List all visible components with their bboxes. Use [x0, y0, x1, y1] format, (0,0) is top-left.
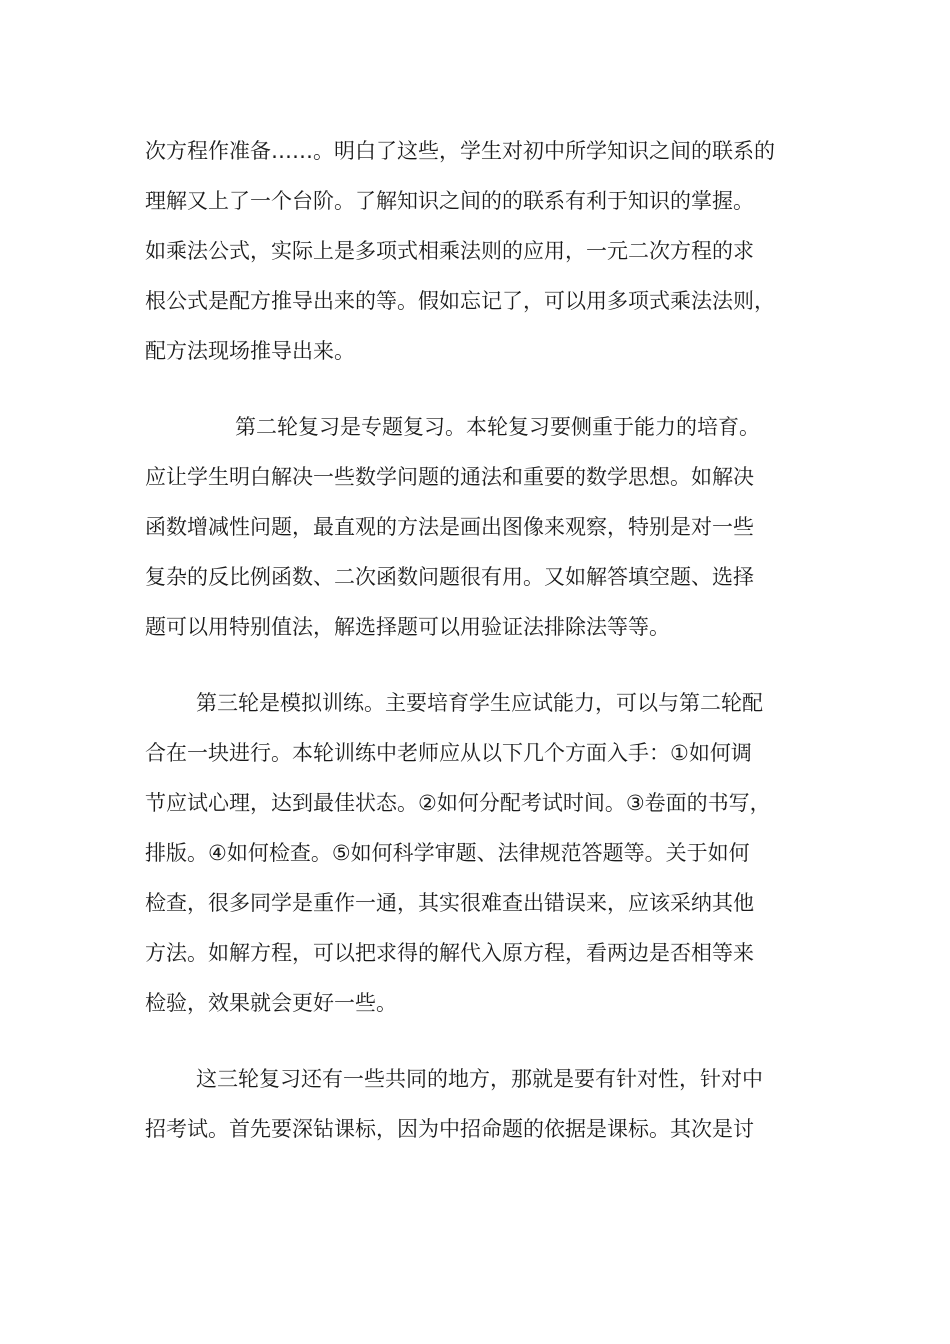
paragraph-2-line-4: 复杂的反比例函数、二次函数问题很有用。又如解答填空题、选择 [145, 565, 754, 589]
paragraph-3-line-3: 节应试心理，达到最佳状态。②如何分配考试时间。③卷面的书写， [145, 791, 771, 815]
paragraph-4-line-1: 这三轮复习还有一些共同的地方，那就是要有针对性，针对中 [196, 1067, 763, 1091]
paragraph-1-line-1: 次方程作准备……。明白了这些，学生对初中所学知识之间的联系的 [145, 139, 775, 163]
paragraph-2-line-3: 函数增减性问题，最直观的方法是画出图像来观察，特别是对一些 [145, 515, 754, 539]
paragraph-1-line-5: 配方法现场推导出来。 [145, 339, 355, 363]
paragraph-1-line-3: 如乘法公式，实际上是多项式相乘法则的应用，一元二次方程的求 [145, 239, 754, 263]
paragraph-2-line-1: 第二轮复习是专题复习。本轮复习要侧重于能力的培育。 [235, 415, 760, 439]
paragraph-3-line-1: 第三轮是模拟训练。主要培育学生应试能力，可以与第二轮配 [196, 691, 763, 715]
paragraph-3-line-7: 检验，效果就会更好一些。 [145, 991, 397, 1015]
paragraph-4-line-2: 招考试。首先要深钻课标，因为中招命题的依据是课标。其次是讨 [145, 1117, 754, 1141]
paragraph-2-line-2: 应让学生明白解决一些数学问题的通法和重要的数学思想。如解决 [145, 465, 754, 489]
paragraph-3-line-5: 检查，很多同学是重作一通，其实很难查出错误来，应该采纳其他 [145, 891, 754, 915]
paragraph-3-line-4: 排版。④如何检查。⑤如何科学审题、法律规范答题等。关于如何 [145, 841, 750, 865]
paragraph-2-line-5: 题可以用特别值法，解选择题可以用验证法排除法等等。 [145, 615, 670, 639]
paragraph-3-line-6: 方法。如解方程，可以把求得的解代入原方程，看两边是否相等来 [145, 941, 754, 965]
paragraph-1-line-2: 理解又上了一个台阶。了解知识之间的的联系有利于知识的掌握。 [145, 189, 754, 213]
paragraph-1-line-4: 根公式是配方推导出来的等。假如忘记了，可以用多项式乘法法则， [145, 289, 775, 313]
paragraph-3-line-2: 合在一块进行。本轮训练中老师应从以下几个方面入手：①如何调 [145, 741, 752, 765]
